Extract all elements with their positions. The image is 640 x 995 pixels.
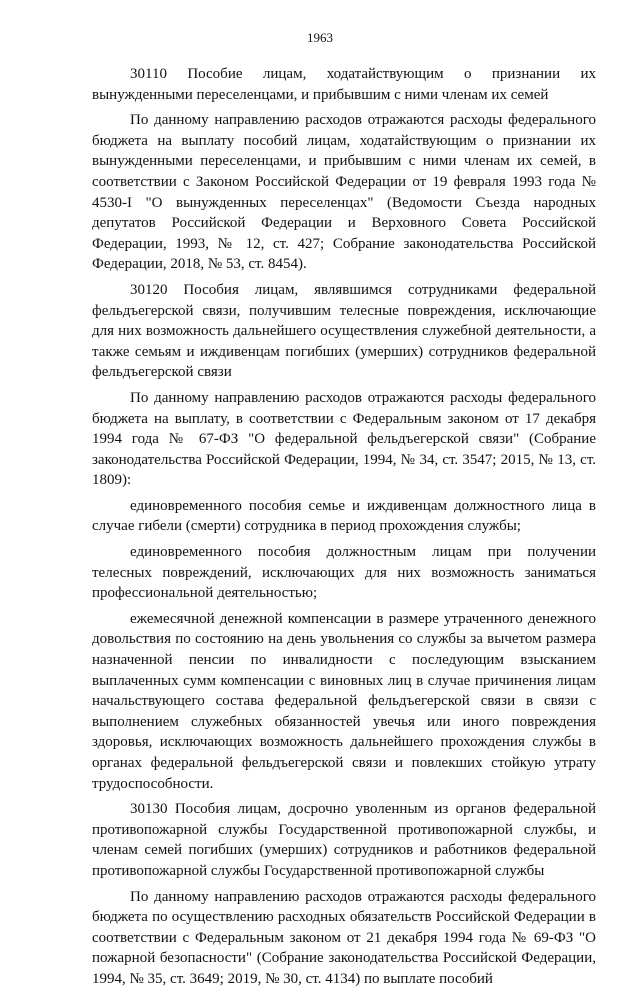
paragraph-30120-description: По данному направлению расходов отражаются расходы федерального бюджета на выплату, в соответствии с Федеральным законом от 17 декабря 1994 года № 67-ФЗ "О федеральной фельдъегерской связи" (Собрание законодательства Российской Федерации, 1994, № 34, ст. 3547; 2015, № 13, ст. 1809): [92,389,596,489]
paragraph-30120-item-lump-sum-family: единовременного пособия семье и иждивенцам должностного лица в случае гибели (смерти) сотрудника в период прохождения службы; [92,497,596,535]
paragraph-30130-description: По данному направлению расходов отражаются расходы федерального бюджета по осуществлению расходных обязательств Российской Федерации в соответствии с Федеральным законом от 21 декабря 1994 года № 69-ФЗ "О пожарной безопасности" (Собрание законодательства Российской Федерации, 1994, № 35, ст. 3649; 2019, № 30, ст. 4134) по выплате пособий [92,888,596,987]
paragraph-30110-description: По данному направлению расходов отражаются расходы федерального бюджета на выплату пособий лицам, ходатайствующим о признании их вынужденными переселенцами, и прибывшим с ними членам их семей, в соответствии с Законом Российской Федерации от 19 февраля 1993 года № 4530-I "О вынужденных переселенцах" (Ведомости Съезда народных депутатов Российской Федерации и Верховного Совета Российской Федерации, 1993, № 12, ст. 427; Собрание законодательства Российской Федерации, 2018, № 53, ст. 8454). [92,112,596,273]
page-number: 1963 [307,30,333,45]
paragraph-30120-item-lump-sum-injury: единовременного пособия должностным лицам при получении телесных повреждений, исключающих для них возможность заниматься профессиональной деятельностью; [92,544,596,602]
paragraph-30120-item-monthly-compensation: ежемесячной денежной компенсации в размере утраченного денежного довольствия по состоянию на день увольнения со службы за вычетом размера назначенной пенсии по инвалидности с последующим взысканием выплаченных сумм компенсации с виновных лиц в случае причинения лицам начальствующего состава федеральной фельдъегерской связи в связи с выполнением служебных обязанностей увечья или иного повреждения здоровья, исключающих возможность дальнейшего прохождения службы в органах федеральной фельдъегерской связи и повлекших стойкую утрату трудоспособности. [92,610,596,792]
paragraph-heading-30110: 30110 Пособие лицам, ходатайствующим о признании их вынужденными переселенцами, и прибывшим с ними членам их семей [92,66,596,103]
document-body [92,64,596,995]
paragraph-heading-30130: 30130 Пособия лицам, досрочно уволенным из органов федеральной противопожарной службы Государственной противопожарной службы, и членам семей погибших (умерших) сотрудников и работников федеральной противопожарной службы Государственной противопожарной службы [92,801,596,879]
paragraph-heading-30120: 30120 Пособия лицам, являвшимся сотрудниками федеральной фельдъегерской связи, получившим телесные повреждения, исключающие для них возможность дальнейшего осуществления служебной деятельности, а также семьям и иждивенцам погибших (умерших) сотрудников федеральной фельдъегерской связи [92,281,596,381]
